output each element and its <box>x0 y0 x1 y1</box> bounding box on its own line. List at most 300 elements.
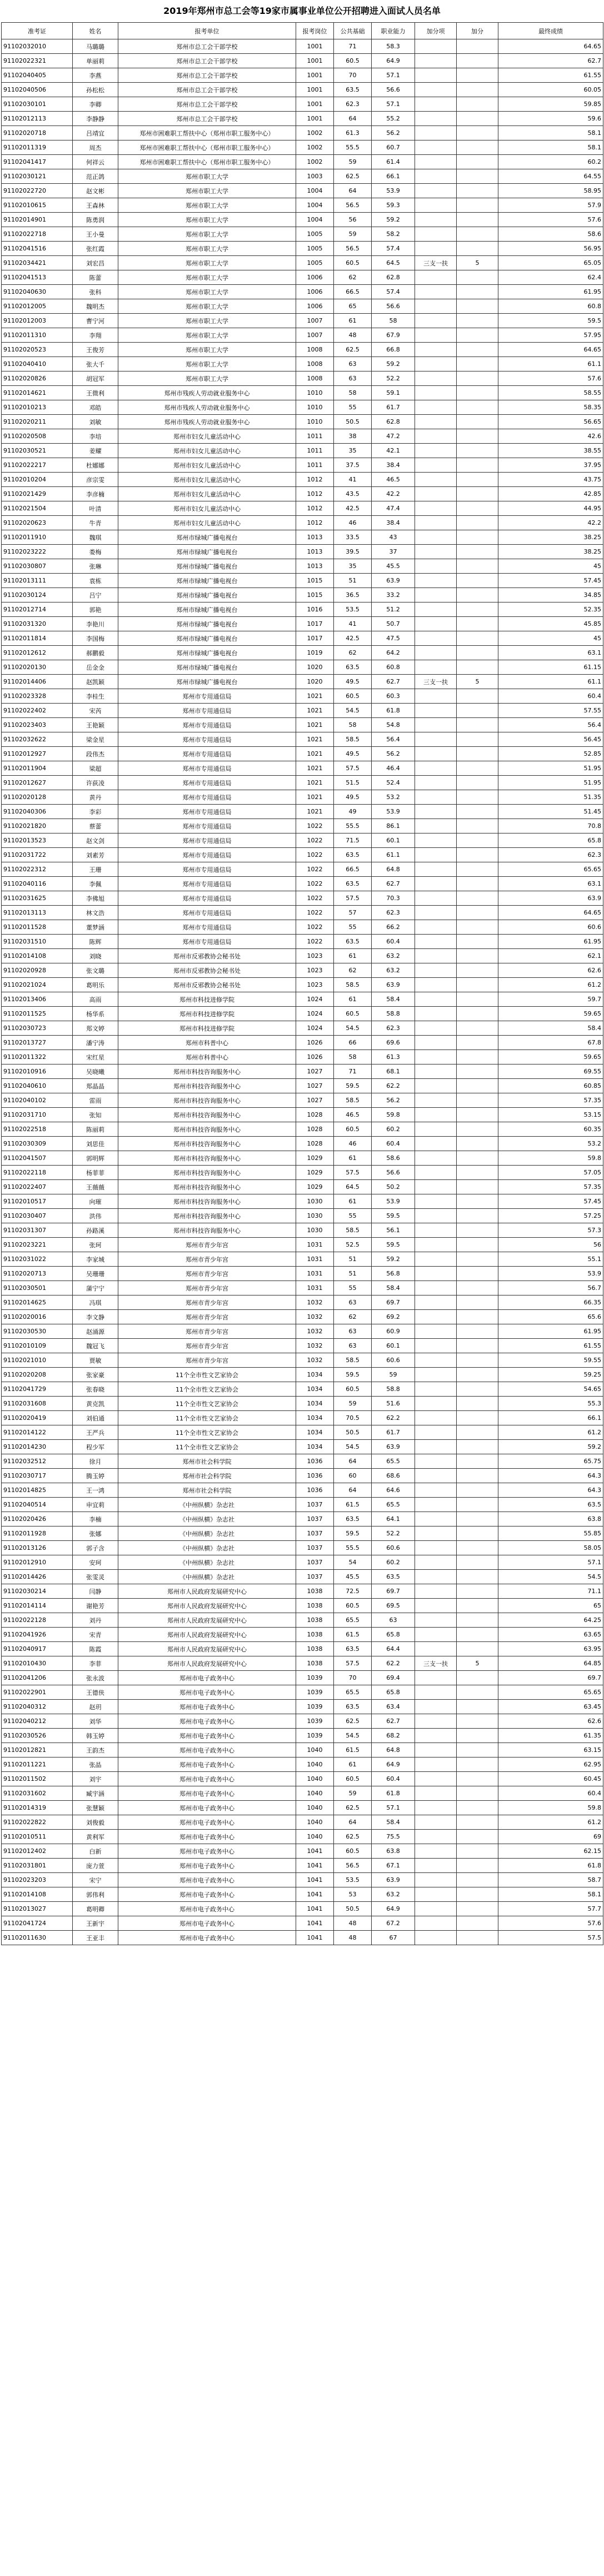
cell-bonus-item <box>415 1036 457 1050</box>
cell-final-score: 59.85 <box>498 97 603 112</box>
cell-job-ability: 60.9 <box>372 1324 415 1339</box>
table-row <box>2 1281 603 1295</box>
cell-exam-id: 91102020826 <box>2 371 73 386</box>
cell-exam-id: 91102013111 <box>2 574 73 588</box>
cell-final-score: 61.15 <box>498 660 603 675</box>
cell-bonus <box>457 617 498 631</box>
cell-final-score: 63.1 <box>498 877 603 891</box>
table-row <box>2 1642 603 1656</box>
cell-unit: 郑州市科技咨询服务中心 <box>118 1137 296 1151</box>
cell-job-ability: 61.8 <box>372 704 415 718</box>
cell-bonus <box>457 1599 498 1613</box>
table-row <box>2 1714 603 1729</box>
cell-bonus-item <box>415 198 457 213</box>
cell-name: 吕宁 <box>73 588 118 602</box>
cell-job-ability: 61.7 <box>372 1425 415 1440</box>
cell-final-score: 64.3 <box>498 1483 603 1498</box>
cell-public-basis: 39.5 <box>334 545 372 559</box>
cell-bonus <box>457 227 498 242</box>
table-row <box>2 906 603 920</box>
cell-bonus <box>457 776 498 790</box>
cell-bonus-item: 三支一扶 <box>415 256 457 270</box>
cell-job-ability: 63.5 <box>372 1570 415 1584</box>
cell-public-basis: 64 <box>334 184 372 198</box>
cell-public-basis: 63.5 <box>334 848 372 862</box>
cell-name: 宋芮 <box>73 704 118 718</box>
cell-bonus-item <box>415 1700 457 1714</box>
cell-bonus <box>457 819 498 833</box>
cell-bonus <box>457 1339 498 1353</box>
cell-bonus <box>457 1844 498 1859</box>
cell-bonus-item <box>415 1166 457 1180</box>
cell-exam-id: 91102013727 <box>2 1036 73 1050</box>
cell-bonus <box>457 1526 498 1541</box>
cell-bonus-item <box>415 1050 457 1064</box>
cell-bonus-item <box>415 1916 457 1931</box>
cell-public-basis: 49.5 <box>334 790 372 805</box>
cell-bonus-item <box>415 1223 457 1238</box>
cell-name: 刘丹 <box>73 1613 118 1628</box>
cell-bonus-item <box>415 1281 457 1295</box>
cell-bonus-item: 三支一扶 <box>415 675 457 689</box>
cell-name: 张科 <box>73 285 118 299</box>
cell-name: 林文浩 <box>73 906 118 920</box>
cell-bonus-item <box>415 1844 457 1859</box>
cell-unit: 郑州市专用通信局 <box>118 920 296 935</box>
table-header-row <box>2 23 603 39</box>
table-row <box>2 1570 603 1584</box>
cell-name: 李卿 <box>73 97 118 112</box>
cell-name: 王薇薇 <box>73 1180 118 1194</box>
cell-job-ability: 46.5 <box>372 473 415 487</box>
cell-bonus <box>457 1368 498 1382</box>
cell-name: 张雯灵 <box>73 1570 118 1584</box>
cell-unit: 郑州市职工大学 <box>118 213 296 227</box>
table-row <box>2 1252 603 1267</box>
cell-bonus-item <box>415 1830 457 1844</box>
cell-bonus-item <box>415 415 457 429</box>
cell-public-basis: 35 <box>334 559 372 574</box>
cell-public-basis: 59 <box>334 1786 372 1801</box>
cell-exam-id: 91102041724 <box>2 1916 73 1931</box>
cell-public-basis: 58.5 <box>334 1093 372 1108</box>
cell-post: 1020 <box>296 675 334 689</box>
cell-name: 段伟杰 <box>73 747 118 761</box>
cell-final-score: 61.2 <box>498 978 603 992</box>
cell-name: 张家豪 <box>73 1368 118 1382</box>
cell-unit: 郑州市专用通信局 <box>118 776 296 790</box>
cell-post: 1020 <box>296 660 334 675</box>
table-row <box>2 1180 603 1194</box>
cell-final-score: 38.25 <box>498 530 603 545</box>
table-row <box>2 357 603 371</box>
cell-post: 1022 <box>296 935 334 949</box>
table-row <box>2 270 603 285</box>
cell-public-basis: 72.5 <box>334 1584 372 1599</box>
cell-public-basis: 51 <box>334 1267 372 1281</box>
cell-exam-id: 91102031510 <box>2 935 73 949</box>
cell-unit: 郑州市社会科学院 <box>118 1483 296 1498</box>
cell-final-score: 65.6 <box>498 1310 603 1324</box>
cell-post: 1002 <box>296 155 334 169</box>
table-row <box>2 1295 603 1310</box>
cell-unit: 《中州纵横》杂志社 <box>118 1512 296 1526</box>
cell-post: 1037 <box>296 1512 334 1526</box>
cell-job-ability: 67.2 <box>372 1916 415 1931</box>
cell-final-score: 64.55 <box>498 169 603 184</box>
cell-exam-id: 91102012402 <box>2 1844 73 1859</box>
table-row <box>2 718 603 732</box>
cell-bonus-item <box>415 1194 457 1209</box>
cell-unit: 郑州市反邪教协会秘书处 <box>118 963 296 978</box>
cell-bonus-item <box>415 862 457 877</box>
cell-post: 1040 <box>296 1772 334 1786</box>
cell-bonus-item <box>415 689 457 704</box>
page-title: 2019年郑州市总工会等19家市属事业单位公开招聘进入面试人员名单 <box>163 6 441 16</box>
cell-public-basis: 53.5 <box>334 602 372 617</box>
cell-job-ability: 61.7 <box>372 400 415 415</box>
cell-name: 王严兵 <box>73 1425 118 1440</box>
cell-job-ability: 63.2 <box>372 949 415 963</box>
cell-job-ability: 53.9 <box>372 805 415 819</box>
cell-unit: 郑州市职工大学 <box>118 314 296 328</box>
cell-exam-id: 91102011322 <box>2 1050 73 1064</box>
cell-name: 魏明杰 <box>73 299 118 314</box>
cell-job-ability: 56.2 <box>372 1093 415 1108</box>
cell-bonus <box>457 1916 498 1931</box>
table-row <box>2 588 603 602</box>
cell-exam-id: 91102012714 <box>2 602 73 617</box>
cell-final-score: 42.85 <box>498 487 603 501</box>
cell-unit: 郑州市妇女儿童活动中心 <box>118 501 296 516</box>
cell-public-basis: 51.5 <box>334 776 372 790</box>
cell-bonus <box>457 1252 498 1267</box>
cell-public-basis: 60.5 <box>334 1122 372 1137</box>
cell-exam-id: 91102020130 <box>2 660 73 675</box>
cell-bonus-item <box>415 1209 457 1223</box>
table-row <box>2 1859 603 1873</box>
cell-name: 许荻凌 <box>73 776 118 790</box>
cell-name: 王新宇 <box>73 1916 118 1931</box>
cell-final-score: 71.1 <box>498 1584 603 1599</box>
cell-bonus <box>457 1931 498 1945</box>
table-row <box>2 1064 603 1079</box>
cell-post: 1011 <box>296 458 334 473</box>
cell-exam-id: 91102022407 <box>2 1180 73 1194</box>
cell-unit: 郑州市电子政务中心 <box>118 1685 296 1700</box>
cell-public-basis: 63.5 <box>334 1700 372 1714</box>
cell-public-basis: 66.5 <box>334 285 372 299</box>
cell-job-ability: 69.4 <box>372 1671 415 1685</box>
cell-bonus-item <box>415 1757 457 1772</box>
table-row <box>2 97 603 112</box>
cell-exam-id: 91102014114 <box>2 1599 73 1613</box>
cell-post: 1039 <box>296 1671 334 1685</box>
cell-post: 1021 <box>296 732 334 747</box>
cell-bonus <box>457 198 498 213</box>
cell-post: 1041 <box>296 1844 334 1859</box>
cell-bonus <box>457 1108 498 1122</box>
cell-job-ability: 59 <box>372 1368 415 1382</box>
cell-post: 1012 <box>296 501 334 516</box>
cell-exam-id: 91102011221 <box>2 1757 73 1772</box>
cell-public-basis: 48 <box>334 1916 372 1931</box>
cell-post: 1001 <box>296 112 334 126</box>
cell-public-basis: 63 <box>334 1339 372 1353</box>
header-bonus-item: 加分项 <box>415 23 457 39</box>
cell-exam-id: 91102040405 <box>2 68 73 83</box>
cell-job-ability: 53.9 <box>372 1194 415 1209</box>
cell-unit: 郑州市绿城广播电视台 <box>118 660 296 675</box>
cell-unit: 郑州市总工会干部学校 <box>118 112 296 126</box>
table-row <box>2 1093 603 1108</box>
table-row <box>2 501 603 516</box>
cell-public-basis: 50.5 <box>334 1425 372 1440</box>
cell-bonus-item <box>415 1368 457 1382</box>
cell-exam-id: 91102041513 <box>2 270 73 285</box>
cell-bonus <box>457 1757 498 1772</box>
cell-public-basis: 61.5 <box>334 1743 372 1757</box>
cell-job-ability: 63 <box>372 1613 415 1628</box>
cell-exam-id: 91102020426 <box>2 1512 73 1526</box>
cell-exam-id: 91102014108 <box>2 949 73 963</box>
cell-final-score: 51.95 <box>498 776 603 790</box>
cell-bonus <box>457 1382 498 1397</box>
cell-bonus-item <box>415 1512 457 1526</box>
cell-exam-id: 91102031722 <box>2 848 73 862</box>
cell-final-score: 51.95 <box>498 761 603 776</box>
cell-post: 1039 <box>296 1685 334 1700</box>
table-row <box>2 314 603 328</box>
cell-public-basis: 65 <box>334 299 372 314</box>
cell-exam-id: 91102012612 <box>2 646 73 660</box>
cell-name: 郭伟利 <box>73 1887 118 1902</box>
cell-name: 吴晓曦 <box>73 1064 118 1079</box>
cell-exam-id: 91102014426 <box>2 1570 73 1584</box>
cell-name: 王一鸿 <box>73 1483 118 1498</box>
cell-bonus-item <box>415 545 457 559</box>
cell-bonus-item <box>415 761 457 776</box>
cell-bonus <box>457 1007 498 1021</box>
cell-final-score: 59.7 <box>498 992 603 1007</box>
cell-name: 刘敏 <box>73 415 118 429</box>
cell-exam-id: 91102031307 <box>2 1223 73 1238</box>
cell-post: 1008 <box>296 343 334 357</box>
cell-name: 向璀 <box>73 1194 118 1209</box>
cell-final-score: 54.5 <box>498 1570 603 1584</box>
table-row <box>2 862 603 877</box>
cell-bonus <box>457 1700 498 1714</box>
cell-post: 1027 <box>296 1079 334 1093</box>
cell-public-basis: 60.5 <box>334 256 372 270</box>
cell-unit: 郑州市妇女儿童活动中心 <box>118 487 296 501</box>
cell-name: 郭子含 <box>73 1541 118 1555</box>
cell-public-basis: 54.5 <box>334 704 372 718</box>
cell-bonus <box>457 1714 498 1729</box>
cell-post: 1021 <box>296 805 334 819</box>
cell-unit: 郑州市专用通信局 <box>118 906 296 920</box>
cell-job-ability: 60.1 <box>372 1339 415 1353</box>
cell-bonus <box>457 285 498 299</box>
cell-public-basis: 65.5 <box>334 1685 372 1700</box>
table-row <box>2 516 603 530</box>
cell-name: 刘思佳 <box>73 1137 118 1151</box>
cell-final-score: 64.85 <box>498 1656 603 1671</box>
cell-unit: 郑州市职工大学 <box>118 242 296 256</box>
cell-name: 黄克凯 <box>73 1397 118 1411</box>
cell-job-ability: 62.2 <box>372 1079 415 1093</box>
cell-post: 1006 <box>296 270 334 285</box>
cell-bonus <box>457 992 498 1007</box>
cell-public-basis: 64 <box>334 1454 372 1469</box>
table-row <box>2 458 603 473</box>
cell-job-ability: 58.3 <box>372 39 415 54</box>
cell-job-ability: 62.7 <box>372 877 415 891</box>
cell-final-score: 51.35 <box>498 790 603 805</box>
cell-exam-id: 91102020128 <box>2 790 73 805</box>
cell-unit: 11个全市性文艺家协会 <box>118 1440 296 1454</box>
cell-public-basis: 55 <box>334 1281 372 1295</box>
cell-post: 1019 <box>296 646 334 660</box>
cell-post: 1028 <box>296 1108 334 1122</box>
cell-bonus <box>457 833 498 848</box>
table-row <box>2 256 603 270</box>
cell-bonus <box>457 83 498 97</box>
cell-bonus-item <box>415 732 457 747</box>
cell-public-basis: 60.5 <box>334 1772 372 1786</box>
cell-job-ability: 56.4 <box>372 732 415 747</box>
cell-name: 郭艳 <box>73 602 118 617</box>
cell-public-basis: 46 <box>334 516 372 530</box>
cell-post: 1034 <box>296 1397 334 1411</box>
cell-name: 刘宏昌 <box>73 256 118 270</box>
cell-public-basis: 71.5 <box>334 833 372 848</box>
table-row <box>2 112 603 126</box>
cell-job-ability: 68.6 <box>372 1469 415 1483</box>
cell-unit: 郑州市电子政务中心 <box>118 1743 296 1757</box>
cell-name: 刘俊毅 <box>73 1815 118 1830</box>
cell-exam-id: 91102030501 <box>2 1281 73 1295</box>
cell-name: 赵凯颖 <box>73 675 118 689</box>
table-row <box>2 126 603 140</box>
cell-bonus-item <box>415 371 457 386</box>
cell-post: 1039 <box>296 1700 334 1714</box>
cell-bonus-item <box>415 97 457 112</box>
cell-name: 梁金星 <box>73 732 118 747</box>
cell-unit: 郑州市电子政务中心 <box>118 1902 296 1916</box>
table-row <box>2 343 603 357</box>
cell-job-ability: 62.3 <box>372 1021 415 1036</box>
table-row <box>2 776 603 790</box>
cell-public-basis: 51 <box>334 1252 372 1267</box>
cell-exam-id: 91102031320 <box>2 617 73 631</box>
cell-job-ability: 52.2 <box>372 371 415 386</box>
cell-job-ability: 65.5 <box>372 1454 415 1469</box>
cell-bonus <box>457 343 498 357</box>
cell-final-score: 66.35 <box>498 1295 603 1310</box>
cell-bonus <box>457 112 498 126</box>
cell-post: 1005 <box>296 256 334 270</box>
cell-bonus <box>457 54 498 68</box>
cell-bonus-item <box>415 1801 457 1815</box>
cell-public-basis: 57.5 <box>334 1656 372 1671</box>
cell-bonus <box>457 1628 498 1642</box>
cell-bonus-item <box>415 487 457 501</box>
cell-public-basis: 60.5 <box>334 1844 372 1859</box>
table-row <box>2 429 603 444</box>
cell-name: 张大千 <box>73 357 118 371</box>
cell-name: 王德侠 <box>73 1685 118 1700</box>
cell-post: 1004 <box>296 213 334 227</box>
cell-unit: 郑州市科普中心 <box>118 1050 296 1064</box>
cell-post: 1038 <box>296 1584 334 1599</box>
cell-bonus <box>457 242 498 256</box>
cell-name: 张珂 <box>73 1238 118 1252</box>
cell-bonus-item <box>415 631 457 646</box>
cell-final-score: 64.65 <box>498 906 603 920</box>
table-row <box>2 1368 603 1382</box>
cell-bonus-item <box>415 848 457 862</box>
cell-exam-id: 91102014901 <box>2 213 73 227</box>
cell-final-score: 63.45 <box>498 1700 603 1714</box>
table-row <box>2 473 603 487</box>
cell-unit: 郑州市科技进修学院 <box>118 992 296 1007</box>
cell-final-score: 64.25 <box>498 1613 603 1628</box>
table-row <box>2 978 603 992</box>
cell-final-score: 65.65 <box>498 1685 603 1700</box>
cell-post: 1011 <box>296 429 334 444</box>
cell-post: 1037 <box>296 1541 334 1555</box>
cell-bonus <box>457 574 498 588</box>
cell-exam-id: 91102040102 <box>2 1093 73 1108</box>
cell-bonus <box>457 935 498 949</box>
cell-post: 1008 <box>296 357 334 371</box>
cell-bonus <box>457 270 498 285</box>
cell-job-ability: 56.6 <box>372 299 415 314</box>
cell-bonus <box>457 1815 498 1830</box>
cell-job-ability: 59.8 <box>372 1108 415 1122</box>
cell-post: 1022 <box>296 906 334 920</box>
cell-final-score: 59.8 <box>498 1801 603 1815</box>
cell-final-score: 45 <box>498 559 603 574</box>
table-row <box>2 140 603 155</box>
cell-post: 1027 <box>296 1064 334 1079</box>
cell-bonus <box>457 718 498 732</box>
cell-exam-id: 91102041507 <box>2 1151 73 1166</box>
cell-exam-id: 91102021820 <box>2 819 73 833</box>
cell-public-basis: 59 <box>334 1397 372 1411</box>
cell-name: 姜耀 <box>73 444 118 458</box>
cell-post: 1036 <box>296 1483 334 1498</box>
cell-bonus-item <box>415 617 457 631</box>
cell-public-basis: 61 <box>334 314 372 328</box>
cell-job-ability: 60.4 <box>372 935 415 949</box>
cell-job-ability: 69.7 <box>372 1584 415 1599</box>
cell-final-score: 59.6 <box>498 112 603 126</box>
cell-final-score: 61.95 <box>498 1324 603 1339</box>
cell-post: 1004 <box>296 198 334 213</box>
cell-final-score: 62.3 <box>498 848 603 862</box>
cell-unit: 郑州市困难职工帮扶中心（郑州市职工服务中心） <box>118 126 296 140</box>
cell-job-ability: 63.2 <box>372 1887 415 1902</box>
cell-name: 谢艳芳 <box>73 1599 118 1613</box>
cell-bonus-item <box>415 992 457 1007</box>
cell-post: 1036 <box>296 1469 334 1483</box>
cell-bonus <box>457 1454 498 1469</box>
cell-unit: 郑州市人民政府发展研究中心 <box>118 1584 296 1599</box>
cell-final-score: 58.6 <box>498 227 603 242</box>
table-row <box>2 444 603 458</box>
